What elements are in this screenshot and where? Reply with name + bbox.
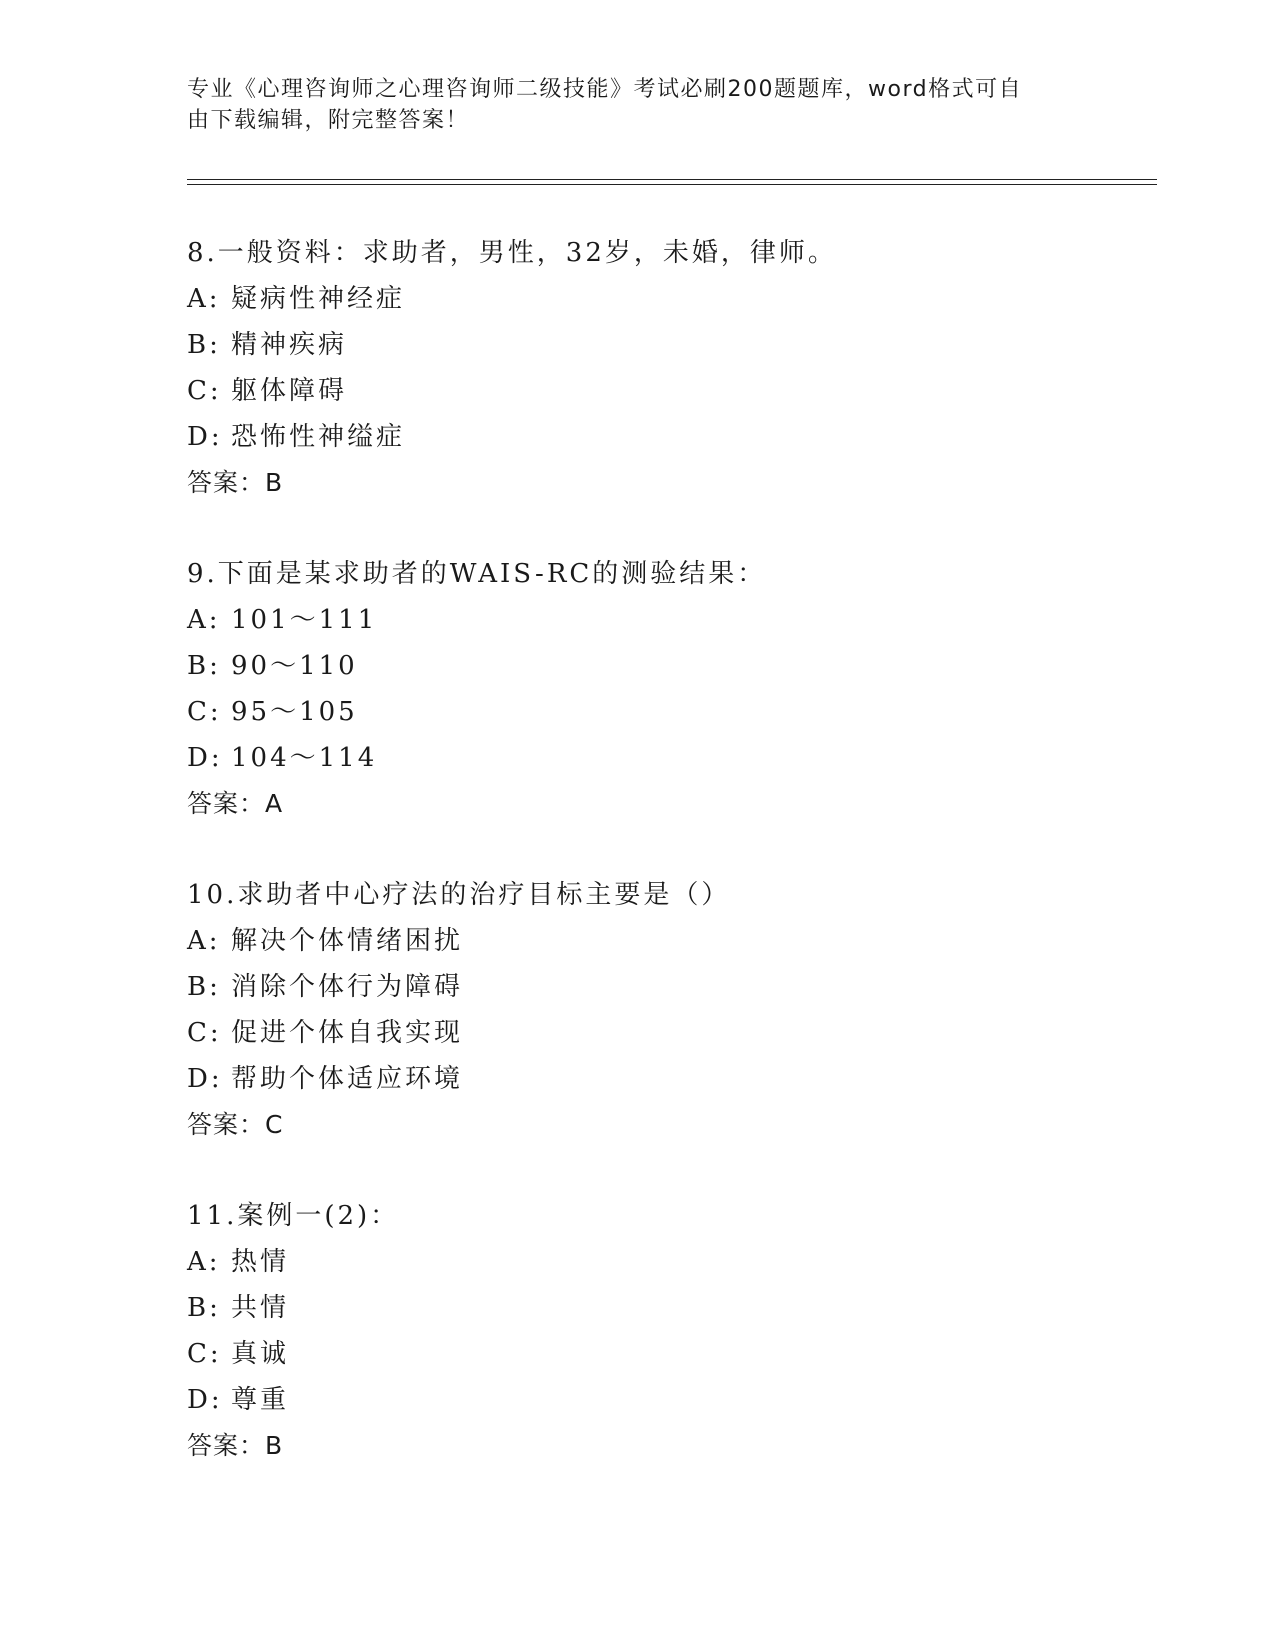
answer-line: 答案：B [187,468,284,497]
option-letter: A: [187,926,221,956]
option-text: 尊重 [231,1385,290,1415]
option-letter: A: [187,1247,221,1277]
option-text: 共情 [231,1293,290,1323]
question-block [187,1193,1147,1469]
option-text: 精神疾病 [231,330,348,360]
question-stem: 11.案例一(2)： [187,1201,400,1231]
option-text: 恐怖性神缢症 [231,422,406,452]
option-letter: B: [187,972,221,1002]
option-text: 热情 [231,1247,290,1277]
header-line-2: 由下载编辑，附完整答案！ [187,108,470,133]
header-line-1: 专业《心理咨询师之心理咨询师二级技能》考试必刷200题题库，word格式可自 [187,77,1023,102]
option-letter: C: [187,697,222,727]
option-text: 101～111 [231,605,378,635]
option-letter: D: [187,1385,223,1415]
option-a [187,276,1147,322]
option-b [187,322,1147,368]
option-d [187,735,1147,781]
question-stem: 10.求助者中心疗法的治疗目标主要是（） [187,880,731,910]
option-text: 真诚 [231,1339,290,1369]
option-text: 95～105 [231,697,358,727]
option-text: 90～110 [231,651,358,681]
question-block [187,872,1147,1148]
option-letter: B: [187,330,221,360]
option-a [187,597,1147,643]
option-c [187,689,1147,735]
option-c [187,1010,1147,1056]
option-text: 促进个体自我实现 [231,1018,464,1048]
option-letter: D: [187,743,223,773]
option-text: 消除个体行为障碍 [231,972,464,1002]
option-letter: D: [187,1064,223,1094]
option-a [187,1239,1147,1285]
option-c [187,368,1147,414]
option-letter: D: [187,422,223,452]
answer-line: 答案：A [187,789,284,818]
option-b [187,1285,1147,1331]
option-d [187,1056,1147,1102]
option-d [187,414,1147,460]
question-block [187,551,1147,827]
option-d [187,1377,1147,1423]
option-b [187,643,1147,689]
answer-line: 答案：B [187,1431,284,1460]
question-stem: 8.一般资料：求助者，男性，32岁，未婚，律师。 [187,238,837,268]
option-text: 躯体障碍 [231,376,348,406]
option-text: 104～114 [231,743,378,773]
document-header [187,74,1067,136]
option-letter: A: [187,284,221,314]
question-stem: 9.下面是某求助者的WAIS-RC的测验结果： [187,559,767,589]
answer-line: 答案：C [187,1110,284,1139]
header-divider-bottom [187,184,1157,185]
option-letter: B: [187,651,221,681]
option-a [187,918,1147,964]
header-divider-top [187,179,1157,180]
option-letter: C: [187,1339,222,1369]
option-letter: C: [187,376,222,406]
option-letter: A: [187,605,221,635]
option-text: 疑病性神经症 [231,284,406,314]
option-letter: C: [187,1018,222,1048]
option-c [187,1331,1147,1377]
option-letter: B: [187,1293,221,1323]
question-block [187,230,1147,506]
option-b [187,964,1147,1010]
option-text: 解决个体情绪困扰 [231,926,464,956]
option-text: 帮助个体适应环境 [231,1064,464,1094]
